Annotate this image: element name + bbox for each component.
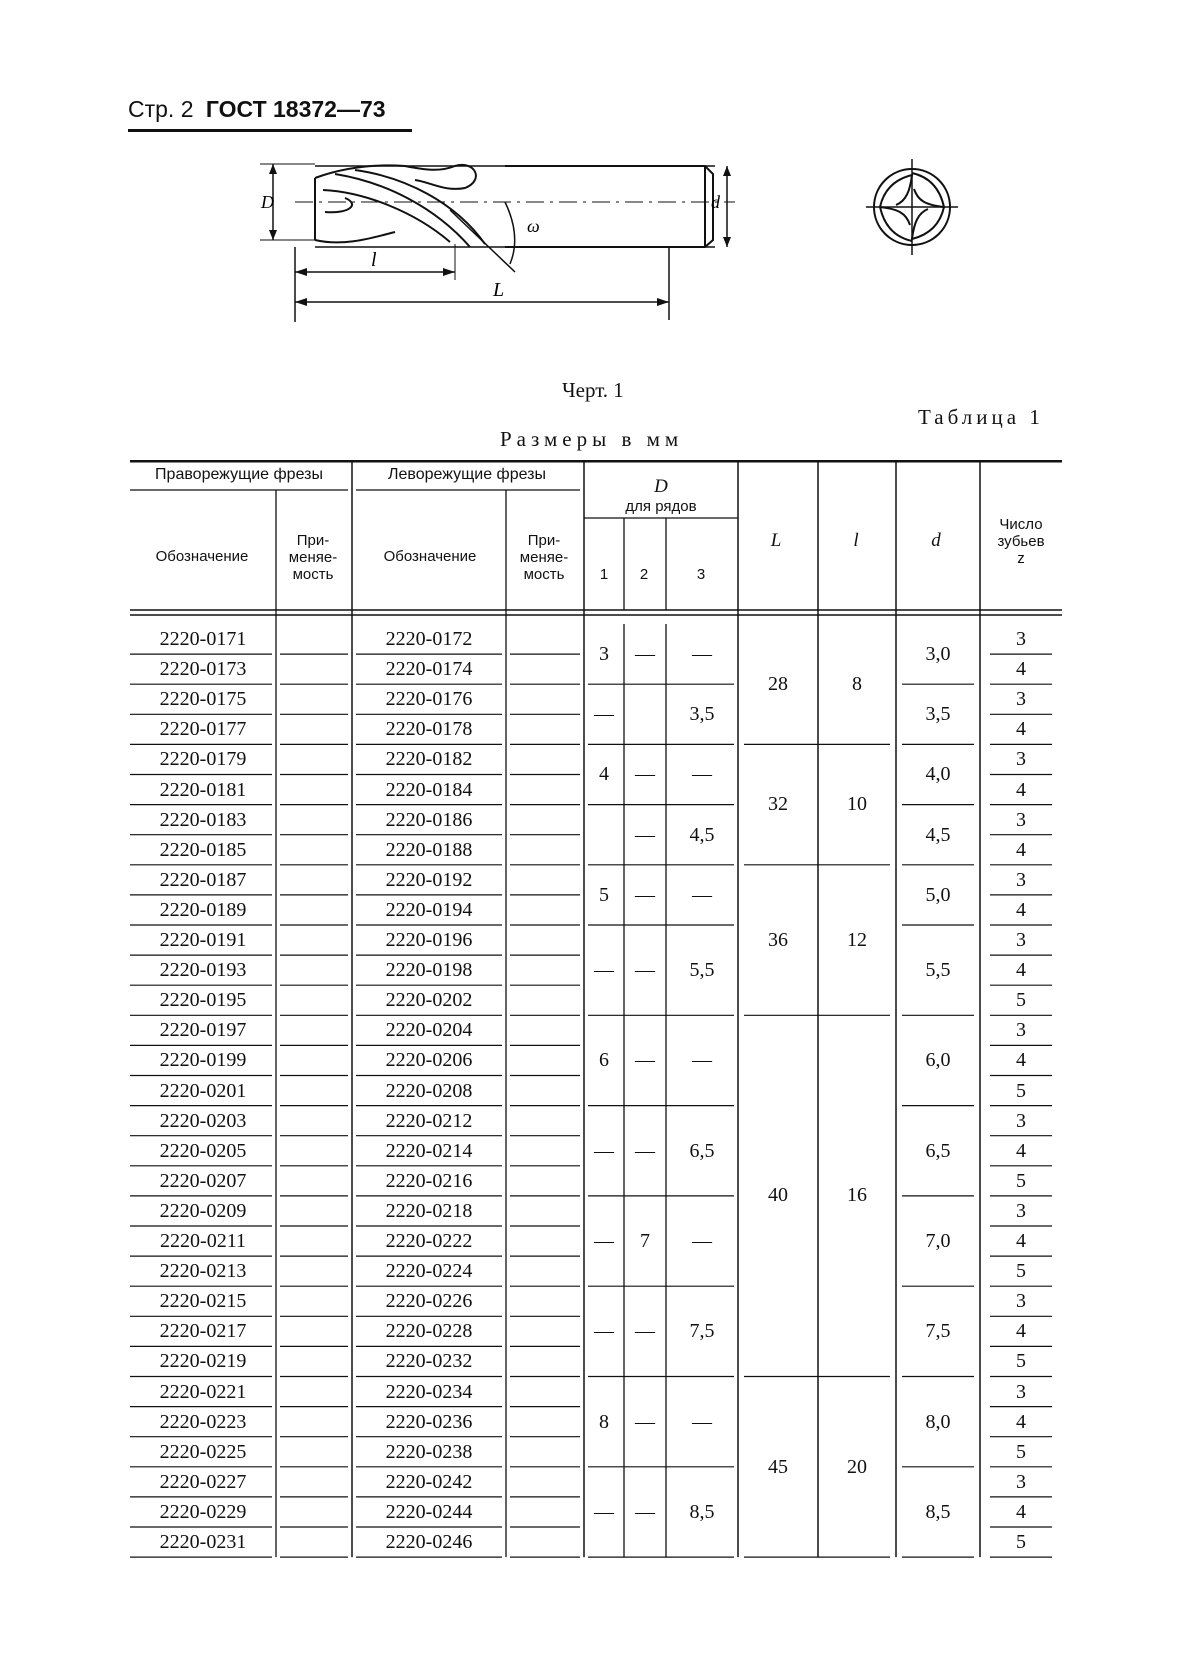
left-designation: 2220-0224 [385, 1260, 473, 1283]
left-designation: 2220-0172 [385, 628, 473, 650]
D-row1-value: — [594, 703, 614, 726]
D-row3-value: 8,5 [689, 1500, 715, 1523]
teeth-count: 3 [1016, 1380, 1026, 1403]
D-row1-value: 4 [599, 763, 609, 786]
teeth-count: 4 [1016, 1500, 1026, 1523]
teeth-count: 4 [1016, 1410, 1026, 1433]
shank-diameter-value: 4,0 [925, 763, 951, 786]
teeth-count: 4 [1016, 838, 1026, 861]
label-omega: ω [527, 216, 540, 236]
shank-diameter-value: 7,0 [925, 1229, 951, 1252]
D-row2-value: — [635, 643, 655, 665]
header-left-designation: Обозначение [383, 548, 477, 565]
shank-diameter-value: 5,0 [925, 883, 951, 906]
cross-section-drawing [862, 155, 962, 260]
length-L-value: 45 [768, 1455, 788, 1478]
label-d: d [711, 192, 720, 212]
shank-diameter-value: 3,5 [925, 703, 951, 726]
left-designation: 2220-0242 [385, 1470, 473, 1493]
D-row2-value: 7 [640, 1229, 650, 1252]
length-l-value: 10 [847, 793, 867, 816]
length-l-value: 16 [847, 1184, 867, 1207]
length-L-value: 40 [768, 1184, 788, 1207]
dimensions-caption: Размеры в мм [500, 427, 684, 451]
right-designation: 2220-0209 [159, 1199, 247, 1222]
right-designation: 2220-0191 [159, 929, 247, 951]
D-row2-value: — [635, 1320, 655, 1343]
right-designation: 2220-0181 [159, 778, 247, 801]
right-designation: 2220-0189 [159, 898, 247, 921]
D-row3-value: 4,5 [689, 823, 715, 846]
D-row2-value: — [635, 1500, 655, 1523]
right-designation: 2220-0225 [159, 1440, 247, 1463]
right-designation: 2220-0205 [159, 1139, 247, 1162]
teeth-count: 5 [1016, 1531, 1026, 1553]
teeth-count: 3 [1016, 1109, 1026, 1132]
teeth-count: 4 [1016, 898, 1026, 921]
right-designation: 2220-0197 [159, 1019, 247, 1042]
header-L: L [770, 530, 782, 551]
teeth-count: 3 [1016, 1199, 1026, 1222]
left-designation: 2220-0238 [385, 1440, 473, 1463]
D-row3-value: — [692, 1410, 712, 1433]
shank-diameter-value: 6,0 [925, 1049, 951, 1072]
shank-diameter-value: 3,0 [925, 643, 951, 665]
length-l-value: 20 [847, 1455, 867, 1478]
right-designation: 2220-0221 [159, 1380, 247, 1403]
table-label: Таблица 1 [918, 405, 1044, 429]
left-designation: 2220-0182 [385, 748, 473, 771]
length-l-value: 8 [852, 673, 862, 695]
shank-diameter-value: 6,5 [925, 1139, 951, 1162]
teeth-count: 5 [1016, 1260, 1026, 1283]
right-designation: 2220-0203 [159, 1109, 247, 1132]
teeth-count: 5 [1016, 1079, 1026, 1102]
right-designation: 2220-0227 [159, 1470, 247, 1493]
D-row3-value: — [692, 883, 712, 906]
header-right-designation: Обозначение [155, 548, 249, 565]
D-row2-value: — [635, 1139, 655, 1162]
teeth-count: 3 [1016, 688, 1026, 711]
left-designation: 2220-0196 [385, 929, 473, 951]
teeth-count: 3 [1016, 929, 1026, 951]
shank-diameter-value: 8,0 [925, 1410, 951, 1433]
D-row3-value: — [692, 1049, 712, 1072]
teeth-count: 3 [1016, 628, 1026, 650]
left-designation: 2220-0214 [385, 1139, 473, 1162]
teeth-count: 4 [1016, 1230, 1026, 1252]
D-row2-value: — [635, 883, 655, 906]
header-right-applicability: При- меняе- мость [288, 532, 338, 583]
D-row1-value: 5 [599, 883, 609, 906]
figure-caption: Черт. 1 [562, 378, 624, 402]
left-designation: 2220-0212 [385, 1109, 473, 1132]
dimensions-table [130, 460, 1062, 1559]
left-designation: 2220-0194 [385, 898, 473, 921]
header-D-row1: 1 [599, 566, 609, 583]
D-row3-value: 3,5 [689, 703, 715, 726]
length-L-value: 36 [768, 928, 788, 951]
right-designation: 2220-0171 [159, 628, 247, 650]
header-right-cutters: Праворежущие фрезы [155, 466, 323, 483]
teeth-count: 5 [1016, 1169, 1026, 1192]
left-designation: 2220-0174 [385, 658, 473, 681]
D-row3-value: — [692, 763, 712, 786]
header-l: l [853, 530, 859, 551]
header-D-rows: для рядов [625, 498, 697, 515]
D-row3-value: — [692, 1229, 712, 1252]
left-designation: 2220-0236 [385, 1410, 473, 1433]
header-D: D [654, 476, 668, 497]
right-designation: 2220-0215 [159, 1290, 247, 1313]
right-designation: 2220-0175 [159, 688, 247, 711]
teeth-count: 4 [1016, 1320, 1026, 1343]
D-row3-value: 7,5 [689, 1320, 715, 1343]
left-designation: 2220-0186 [385, 808, 473, 831]
D-row1-value: — [594, 1500, 614, 1523]
D-row1-value: 6 [599, 1049, 609, 1072]
right-designation: 2220-0219 [159, 1350, 247, 1373]
right-designation: 2220-0201 [159, 1079, 247, 1102]
length-L-value: 32 [768, 793, 788, 816]
left-designation: 2220-0222 [385, 1230, 473, 1252]
label-L: L [493, 279, 505, 301]
right-designation: 2220-0213 [159, 1260, 247, 1283]
left-designation: 2220-0178 [385, 718, 473, 741]
shank-diameter-value: 7,5 [925, 1320, 951, 1343]
D-row2-value: — [635, 1410, 655, 1433]
left-designation: 2220-0216 [385, 1169, 473, 1192]
teeth-count: 4 [1016, 718, 1026, 741]
left-designation: 2220-0192 [385, 868, 473, 891]
D-row3-value: 6,5 [689, 1139, 715, 1162]
page-header [128, 96, 386, 123]
right-designation: 2220-0211 [160, 1230, 246, 1252]
D-row3-value: 5,5 [689, 959, 715, 981]
right-designation: 2220-0193 [159, 959, 247, 982]
end-mill-drawing [255, 152, 815, 342]
teeth-count: 5 [1016, 1440, 1026, 1463]
length-L-value: 28 [768, 673, 788, 695]
teeth-count: 4 [1016, 959, 1026, 982]
teeth-count: 3 [1016, 1019, 1026, 1042]
left-designation: 2220-0218 [385, 1199, 473, 1222]
teeth-count: 3 [1016, 868, 1026, 891]
left-designation: 2220-0232 [385, 1350, 473, 1373]
D-row1-value: 3 [599, 643, 609, 665]
teeth-count: 4 [1016, 1139, 1026, 1162]
left-designation: 2220-0176 [385, 688, 473, 711]
D-row1-value: — [594, 1139, 614, 1162]
label-l: l [371, 249, 377, 271]
page-number: Стр. 2 [128, 96, 194, 122]
D-row1-value: 8 [599, 1410, 609, 1433]
teeth-count: 3 [1016, 1290, 1026, 1313]
header-teeth: Число зубьев z [997, 516, 1045, 567]
teeth-count: 3 [1016, 1470, 1026, 1493]
right-designation: 2220-0199 [159, 1049, 247, 1072]
teeth-count: 4 [1016, 778, 1026, 801]
left-designation: 2220-0208 [385, 1079, 473, 1102]
right-designation: 2220-0187 [159, 868, 247, 891]
left-designation: 2220-0246 [385, 1531, 473, 1553]
right-designation: 2220-0179 [159, 748, 247, 771]
right-designation: 2220-0231 [159, 1531, 247, 1553]
teeth-count: 5 [1016, 989, 1026, 1012]
left-designation: 2220-0228 [385, 1320, 473, 1343]
right-designation: 2220-0185 [159, 838, 247, 861]
right-designation: 2220-0229 [159, 1500, 247, 1523]
left-designation: 2220-0202 [385, 989, 473, 1012]
label-D: D [261, 192, 274, 212]
right-designation: 2220-0183 [159, 808, 247, 831]
D-row1-value [584, 805, 624, 865]
length-l-value: 12 [847, 928, 867, 951]
standard-number: ГОСТ 18372—73 [205, 96, 386, 122]
left-designation: 2220-0184 [385, 778, 473, 801]
D-row2-value [624, 684, 666, 744]
D-row2-value: — [635, 763, 655, 786]
left-designation: 2220-0234 [385, 1380, 473, 1403]
left-designation: 2220-0204 [385, 1019, 473, 1042]
teeth-count: 3 [1016, 808, 1026, 831]
teeth-count: 3 [1016, 748, 1026, 771]
D-row2-value: — [635, 959, 655, 981]
shank-diameter-value: 8,5 [925, 1500, 951, 1523]
header-rule [128, 129, 412, 132]
left-designation: 2220-0206 [385, 1049, 473, 1072]
D-row2-value: — [635, 1049, 655, 1072]
teeth-count: 4 [1016, 1049, 1026, 1072]
D-row1-value: — [594, 959, 614, 981]
right-designation: 2220-0173 [159, 658, 247, 681]
left-designation: 2220-0198 [385, 959, 473, 982]
header-D-row2: 2 [639, 566, 649, 583]
D-row3-value: — [692, 643, 712, 665]
right-designation: 2220-0223 [159, 1410, 247, 1433]
D-row1-value: — [594, 1229, 614, 1252]
header-left-cutters: Леворежущие фрезы [387, 466, 546, 483]
teeth-count: 4 [1016, 658, 1026, 681]
D-row2-value: — [635, 823, 655, 846]
left-designation: 2220-0226 [385, 1290, 473, 1313]
header-D-row3: 3 [696, 566, 706, 583]
right-designation: 2220-0207 [159, 1169, 247, 1192]
header-d: d [931, 530, 941, 551]
right-designation: 2220-0177 [159, 718, 247, 741]
right-designation: 2220-0217 [159, 1320, 247, 1343]
header-left-applicability: При- меняе- мость [519, 532, 569, 583]
left-designation: 2220-0244 [385, 1500, 473, 1523]
shank-diameter-value: 5,5 [925, 959, 951, 981]
shank-diameter-value: 4,5 [925, 823, 951, 846]
teeth-count: 5 [1016, 1350, 1026, 1373]
left-designation: 2220-0188 [385, 838, 473, 861]
D-row1-value: — [594, 1320, 614, 1343]
right-designation: 2220-0195 [159, 989, 247, 1012]
